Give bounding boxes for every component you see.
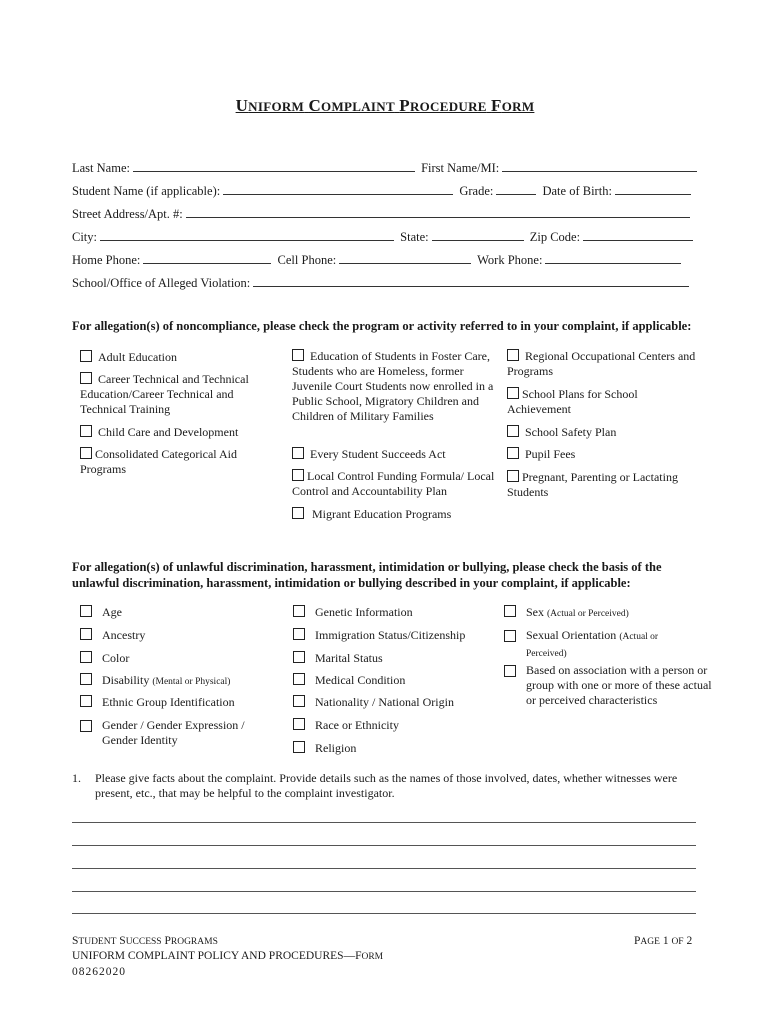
checkbox-regional-occupational[interactable]: Regional Occupational Centers and Programs: [507, 349, 696, 378]
cell-phone-label: Cell Phone:: [277, 253, 337, 267]
checkbox-box[interactable]: [292, 349, 304, 361]
checkbox-box[interactable]: [507, 425, 519, 437]
footer-document-title: UNIFORM COMPLAINT POLICY AND PROCEDURES—FORM: [72, 950, 384, 962]
checkbox-genetic-information[interactable]: Genetic Information: [293, 605, 413, 620]
checkbox-box[interactable]: [504, 665, 516, 677]
checkbox-box[interactable]: [292, 447, 304, 459]
checkbox-box[interactable]: [80, 720, 92, 732]
checkbox-box[interactable]: [293, 673, 305, 685]
checkbox-pupil-fees[interactable]: Pupil Fees: [507, 447, 697, 462]
checkbox-religion[interactable]: Religion: [293, 741, 356, 756]
checkbox-box[interactable]: [80, 372, 92, 384]
checkbox-box[interactable]: [80, 695, 92, 707]
checkbox-box[interactable]: [507, 447, 519, 459]
student-name-field[interactable]: [72, 183, 694, 199]
zip-label: Zip Code:: [529, 230, 581, 244]
first-name-label: First Name/MI:: [421, 161, 500, 175]
checkbox-box[interactable]: [507, 387, 519, 399]
checkbox-ethnic-group[interactable]: Ethnic Group Identification: [80, 695, 235, 710]
checkbox-sexual-orientation[interactable]: Sexual Orientation (Actual or Perceived): [504, 628, 694, 662]
checkbox-box[interactable]: [504, 630, 516, 642]
checkbox-box[interactable]: [80, 628, 92, 640]
checkbox-box[interactable]: [504, 605, 516, 617]
checkbox-foster-care[interactable]: Education of Students in Foster Care, Students who are Homeless, former Juvenile Court Students now enrolled in a Public School, Migratory Children and Children of Military Families: [292, 349, 494, 423]
checkbox-consolidated-aid[interactable]: Consolidated Categorical Aid Programs: [80, 447, 237, 476]
discrimination-instruction-line1: For allegation(s) of unlawful discrimination, harassment, intimidation or bullying, please check the basis of the: [72, 560, 662, 574]
checkbox-gender[interactable]: Gender / Gender Expression / Gender Identity: [80, 718, 270, 748]
grade-label: Grade:: [459, 184, 494, 198]
answer-line[interactable]: [72, 845, 696, 846]
checkbox-lcff[interactable]: Local Control Funding Formula/ Local Control and Accountability Plan: [292, 469, 495, 498]
street-label: Street Address/Apt. #:: [72, 207, 183, 221]
checkbox-box[interactable]: [293, 628, 305, 640]
school-field[interactable]: [72, 275, 692, 291]
checkbox-child-care[interactable]: Child Care and Development: [80, 425, 270, 440]
answer-line[interactable]: [72, 913, 696, 914]
city-label: City:: [72, 230, 98, 244]
footer-department: STUDENT SUCCESS PROGRAMS: [72, 935, 218, 947]
checkbox-school-safety[interactable]: School Safety Plan: [507, 425, 697, 440]
orientation-note: (Actual or Perceived): [526, 632, 659, 659]
checkbox-box[interactable]: [507, 470, 519, 482]
checkbox-nationality[interactable]: Nationality / National Origin: [293, 695, 454, 710]
street-field[interactable]: [72, 206, 693, 222]
checkbox-box[interactable]: [293, 741, 305, 753]
question-number: 1.: [72, 771, 81, 785]
checkbox-race-ethnicity[interactable]: Race or Ethnicity: [293, 718, 399, 733]
page-number: PAGE 1 OF 2: [634, 935, 693, 947]
last-name-label: Last Name:: [72, 161, 130, 175]
noncompliance-instruction: For allegation(s) of noncompliance, please check the program or activity referred to in your complaint, if applicable:: [72, 319, 692, 333]
sex-note: (Actual or Perceived): [547, 609, 629, 619]
checkbox-box[interactable]: [80, 651, 92, 663]
checkbox-box[interactable]: [80, 673, 92, 685]
checkbox-color[interactable]: Color: [80, 651, 129, 666]
state-label: State:: [400, 230, 429, 244]
disability-note: (Mental or Physical): [152, 677, 231, 687]
checkbox-box[interactable]: [293, 695, 305, 707]
question-text: Please give facts about the complaint. Provide details such as the names of those involved, dates, whether witnesses were present, etc., that may be helpful to the complaint investigator.: [95, 771, 678, 800]
checkbox-sex[interactable]: Sex (Actual or Perceived): [504, 605, 629, 622]
dob-label: Date of Birth:: [542, 184, 612, 198]
last-name-field[interactable]: [72, 160, 700, 176]
school-label: School/Office of Alleged Violation:: [72, 276, 251, 290]
checkbox-box[interactable]: [507, 349, 519, 361]
checkbox-school-plans[interactable]: School Plans for School Achievement: [507, 387, 638, 416]
checkbox-migrant-education[interactable]: Migrant Education Programs: [292, 507, 498, 522]
checkbox-ancestry[interactable]: Ancestry: [80, 628, 145, 643]
checkbox-disability[interactable]: Disability (Mental or Physical): [80, 673, 230, 690]
checkbox-association[interactable]: Based on association with a person or group with one or more of these actual or perceived characteristics: [504, 663, 714, 708]
phone-field[interactable]: [72, 252, 684, 268]
checkbox-box[interactable]: [293, 718, 305, 730]
work-phone-label: Work Phone:: [477, 253, 543, 267]
checkbox-box[interactable]: [293, 605, 305, 617]
checkbox-medical-condition[interactable]: Medical Condition: [293, 673, 405, 688]
home-phone-label: Home Phone:: [72, 253, 141, 267]
footer-date: 08262020: [72, 966, 126, 978]
answer-line[interactable]: [72, 891, 696, 892]
discrimination-instruction-line2: unlawful discrimination, harassment, intimidation or bullying described in your complaint, if applicable:: [72, 576, 631, 590]
checkbox-box[interactable]: [80, 350, 92, 362]
checkbox-box[interactable]: [80, 447, 92, 459]
checkbox-box[interactable]: [293, 651, 305, 663]
checkbox-box[interactable]: [80, 425, 92, 437]
answer-line[interactable]: [72, 868, 696, 869]
checkbox-box[interactable]: [292, 469, 304, 481]
answer-line[interactable]: [72, 822, 696, 823]
checkbox-every-student-succeeds[interactable]: Every Student Succeeds Act: [292, 447, 498, 462]
checkbox-pregnant-parenting[interactable]: Pregnant, Parenting or Lactating Students: [507, 470, 678, 499]
form-title: UNIFORM COMPLAINT PROCEDURE FORM: [235, 96, 535, 115]
checkbox-immigration-status[interactable]: Immigration Status/Citizenship: [293, 628, 465, 643]
checkbox-age[interactable]: Age: [80, 605, 122, 620]
student-name-label: Student Name (if applicable):: [72, 184, 221, 198]
checkbox-adult-education[interactable]: Adult Education: [80, 350, 270, 365]
checkbox-box[interactable]: [80, 605, 92, 617]
checkbox-box[interactable]: [292, 507, 304, 519]
checkbox-marital-status[interactable]: Marital Status: [293, 651, 383, 666]
city-field[interactable]: [72, 229, 696, 245]
checkbox-career-technical[interactable]: Career Technical and Technical Education/Career Technical and Technical Training: [80, 372, 249, 416]
